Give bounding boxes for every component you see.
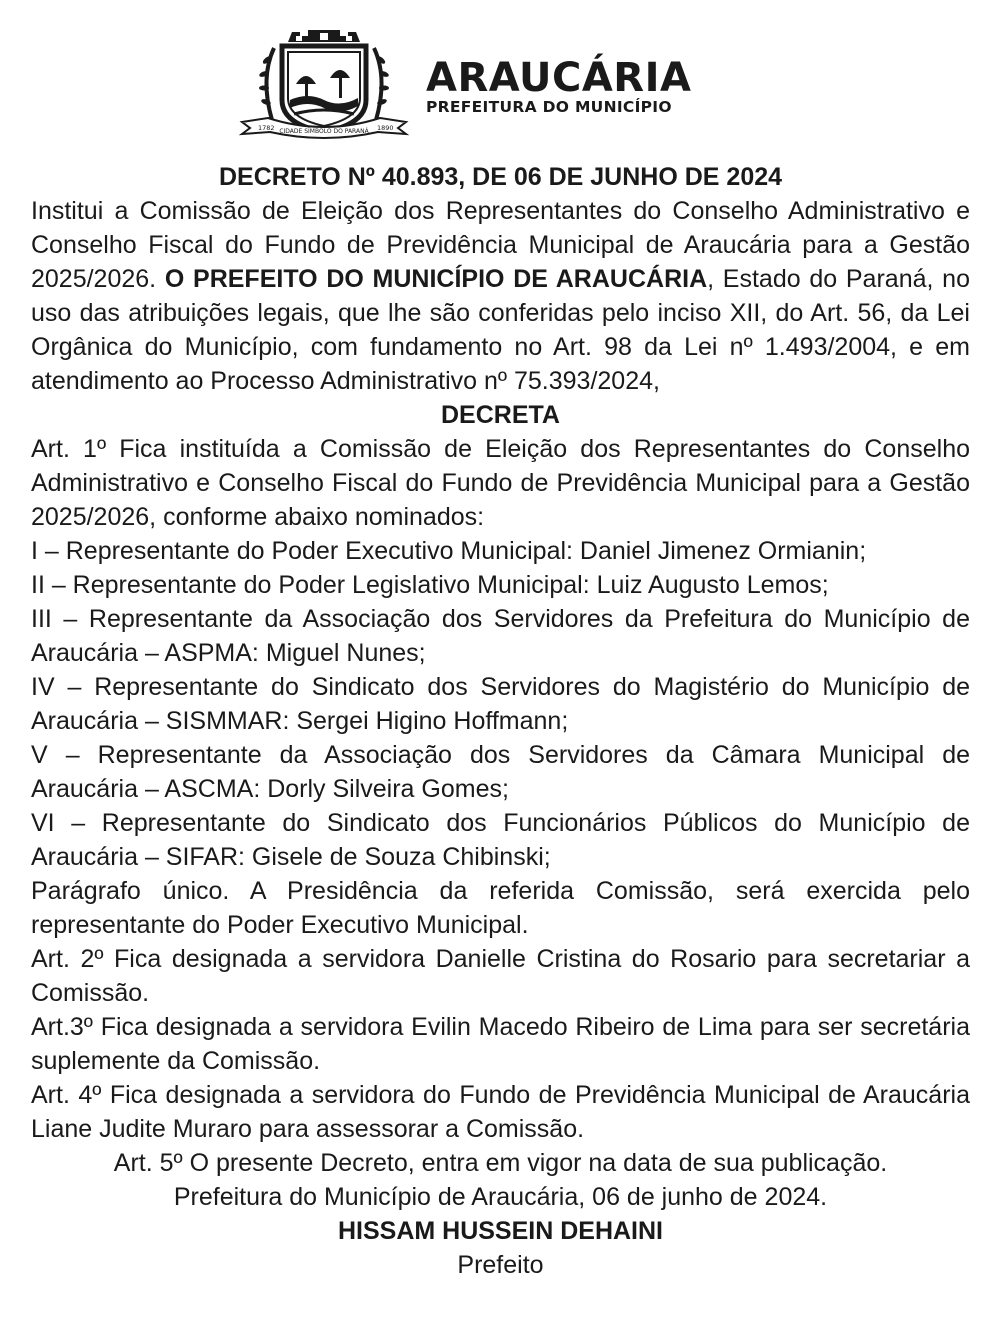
brand-subtitle: PREFEITURA DO MUNICÍPIO bbox=[426, 98, 672, 116]
preamble-authority: O PREFEITO DO MUNICÍPIO DE ARAUCÁRIA bbox=[164, 265, 708, 293]
list-item: V – Representante da Associação dos Servidores da Câmara Municipal de Araucária – ASCMA: Dorly Silveira Gomes; bbox=[31, 741, 970, 803]
list-item: VI – Representante do Sindicato dos Funcionários Públicos do Município de Araucária – SIFAR: Gisele de Souza Chibinski; bbox=[31, 809, 970, 871]
list-item: I – Representante do Poder Executivo Municipal: Daniel Jimenez Ormianin; bbox=[31, 537, 867, 565]
paragraph-unico: Parágrafo único. A Presidência da referida Comissão, será exercida pelo representante do Poder Executivo Municipal. bbox=[31, 877, 970, 939]
place-date: Prefeitura do Município de Araucária, 06 de junho de 2024. bbox=[173, 1183, 828, 1211]
crest-left-year: 1782 bbox=[258, 124, 275, 132]
article-2: Art. 2º Fica designada a servidora Danielle Cristina do Rosario para secretariar a Comissão. bbox=[31, 945, 970, 1007]
crest-ribbon-text: CIDADE SÍMBOLO DO PARANÁ bbox=[279, 128, 369, 135]
municipal-crest-icon bbox=[238, 28, 410, 142]
list-item: III – Representante da Associação dos Servidores da Prefeitura do Município de Araucária – ASPMA: Miguel Nunes; bbox=[31, 605, 970, 667]
crest-right-year: 1890 bbox=[377, 124, 394, 132]
page-header bbox=[238, 28, 768, 142]
decree-preamble bbox=[31, 194, 970, 398]
preamble-rest: , Estado do Paraná, no uso das atribuições legais, que lhe são conferidas pelo inciso XII, do Art. 56, da Lei Orgânica do Município, com fundamento no Art. 98 da Lei nº 1.493/2004, e em atendimento ao Processo Administrativo nº 75.393/2024, bbox=[31, 265, 970, 395]
decree-body bbox=[31, 160, 970, 1282]
list-item: IV – Representante do Sindicato dos Servidores do Magistério do Município de Araucária – SISMMAR: Sergei Higino Hoffmann; bbox=[31, 673, 970, 735]
decreta-heading: DECRETA bbox=[441, 401, 560, 429]
article-4: Art. 4º Fica designada a servidora do Fundo de Previdência Municipal de Araucária Liane Judite Muraro para assessorar a Comissão. bbox=[31, 1081, 970, 1143]
decree-title: DECRETO Nº 40.893, DE 06 DE JUNHO DE 2024 bbox=[218, 163, 783, 191]
brand-block bbox=[426, 55, 692, 116]
brand-name: ARAUCÁRIA bbox=[426, 55, 692, 101]
article-3: Art.3º Fica designada a servidora Evilin Macedo Ribeiro de Lima para ser secretária suplemente da Comissão. bbox=[31, 1013, 970, 1075]
signer-name: HISSAM HUSSEIN DEHAINI bbox=[337, 1217, 664, 1245]
list-item: II – Representante do Poder Legislativo Municipal: Luiz Augusto Lemos; bbox=[31, 571, 829, 599]
article-1: Art. 1º Fica instituída a Comissão de Eleição dos Representantes do Conselho Administrativo e Conselho Fiscal do Fundo de Previdência Municipal para a Gestão 2025/2026, conforme abaixo nominados: bbox=[31, 435, 970, 531]
preamble-text: Institui a Comissão de Eleição dos Representantes do Conselho Administrativo e Conselho Fiscal do Fundo de Previdência Municipal de Araucária para a Gestão 2025/2026. bbox=[31, 197, 970, 293]
article-5: Art. 5º O presente Decreto, entra em vigor na data de sua publicação. bbox=[113, 1149, 888, 1177]
signer-role: Prefeito bbox=[457, 1251, 544, 1279]
